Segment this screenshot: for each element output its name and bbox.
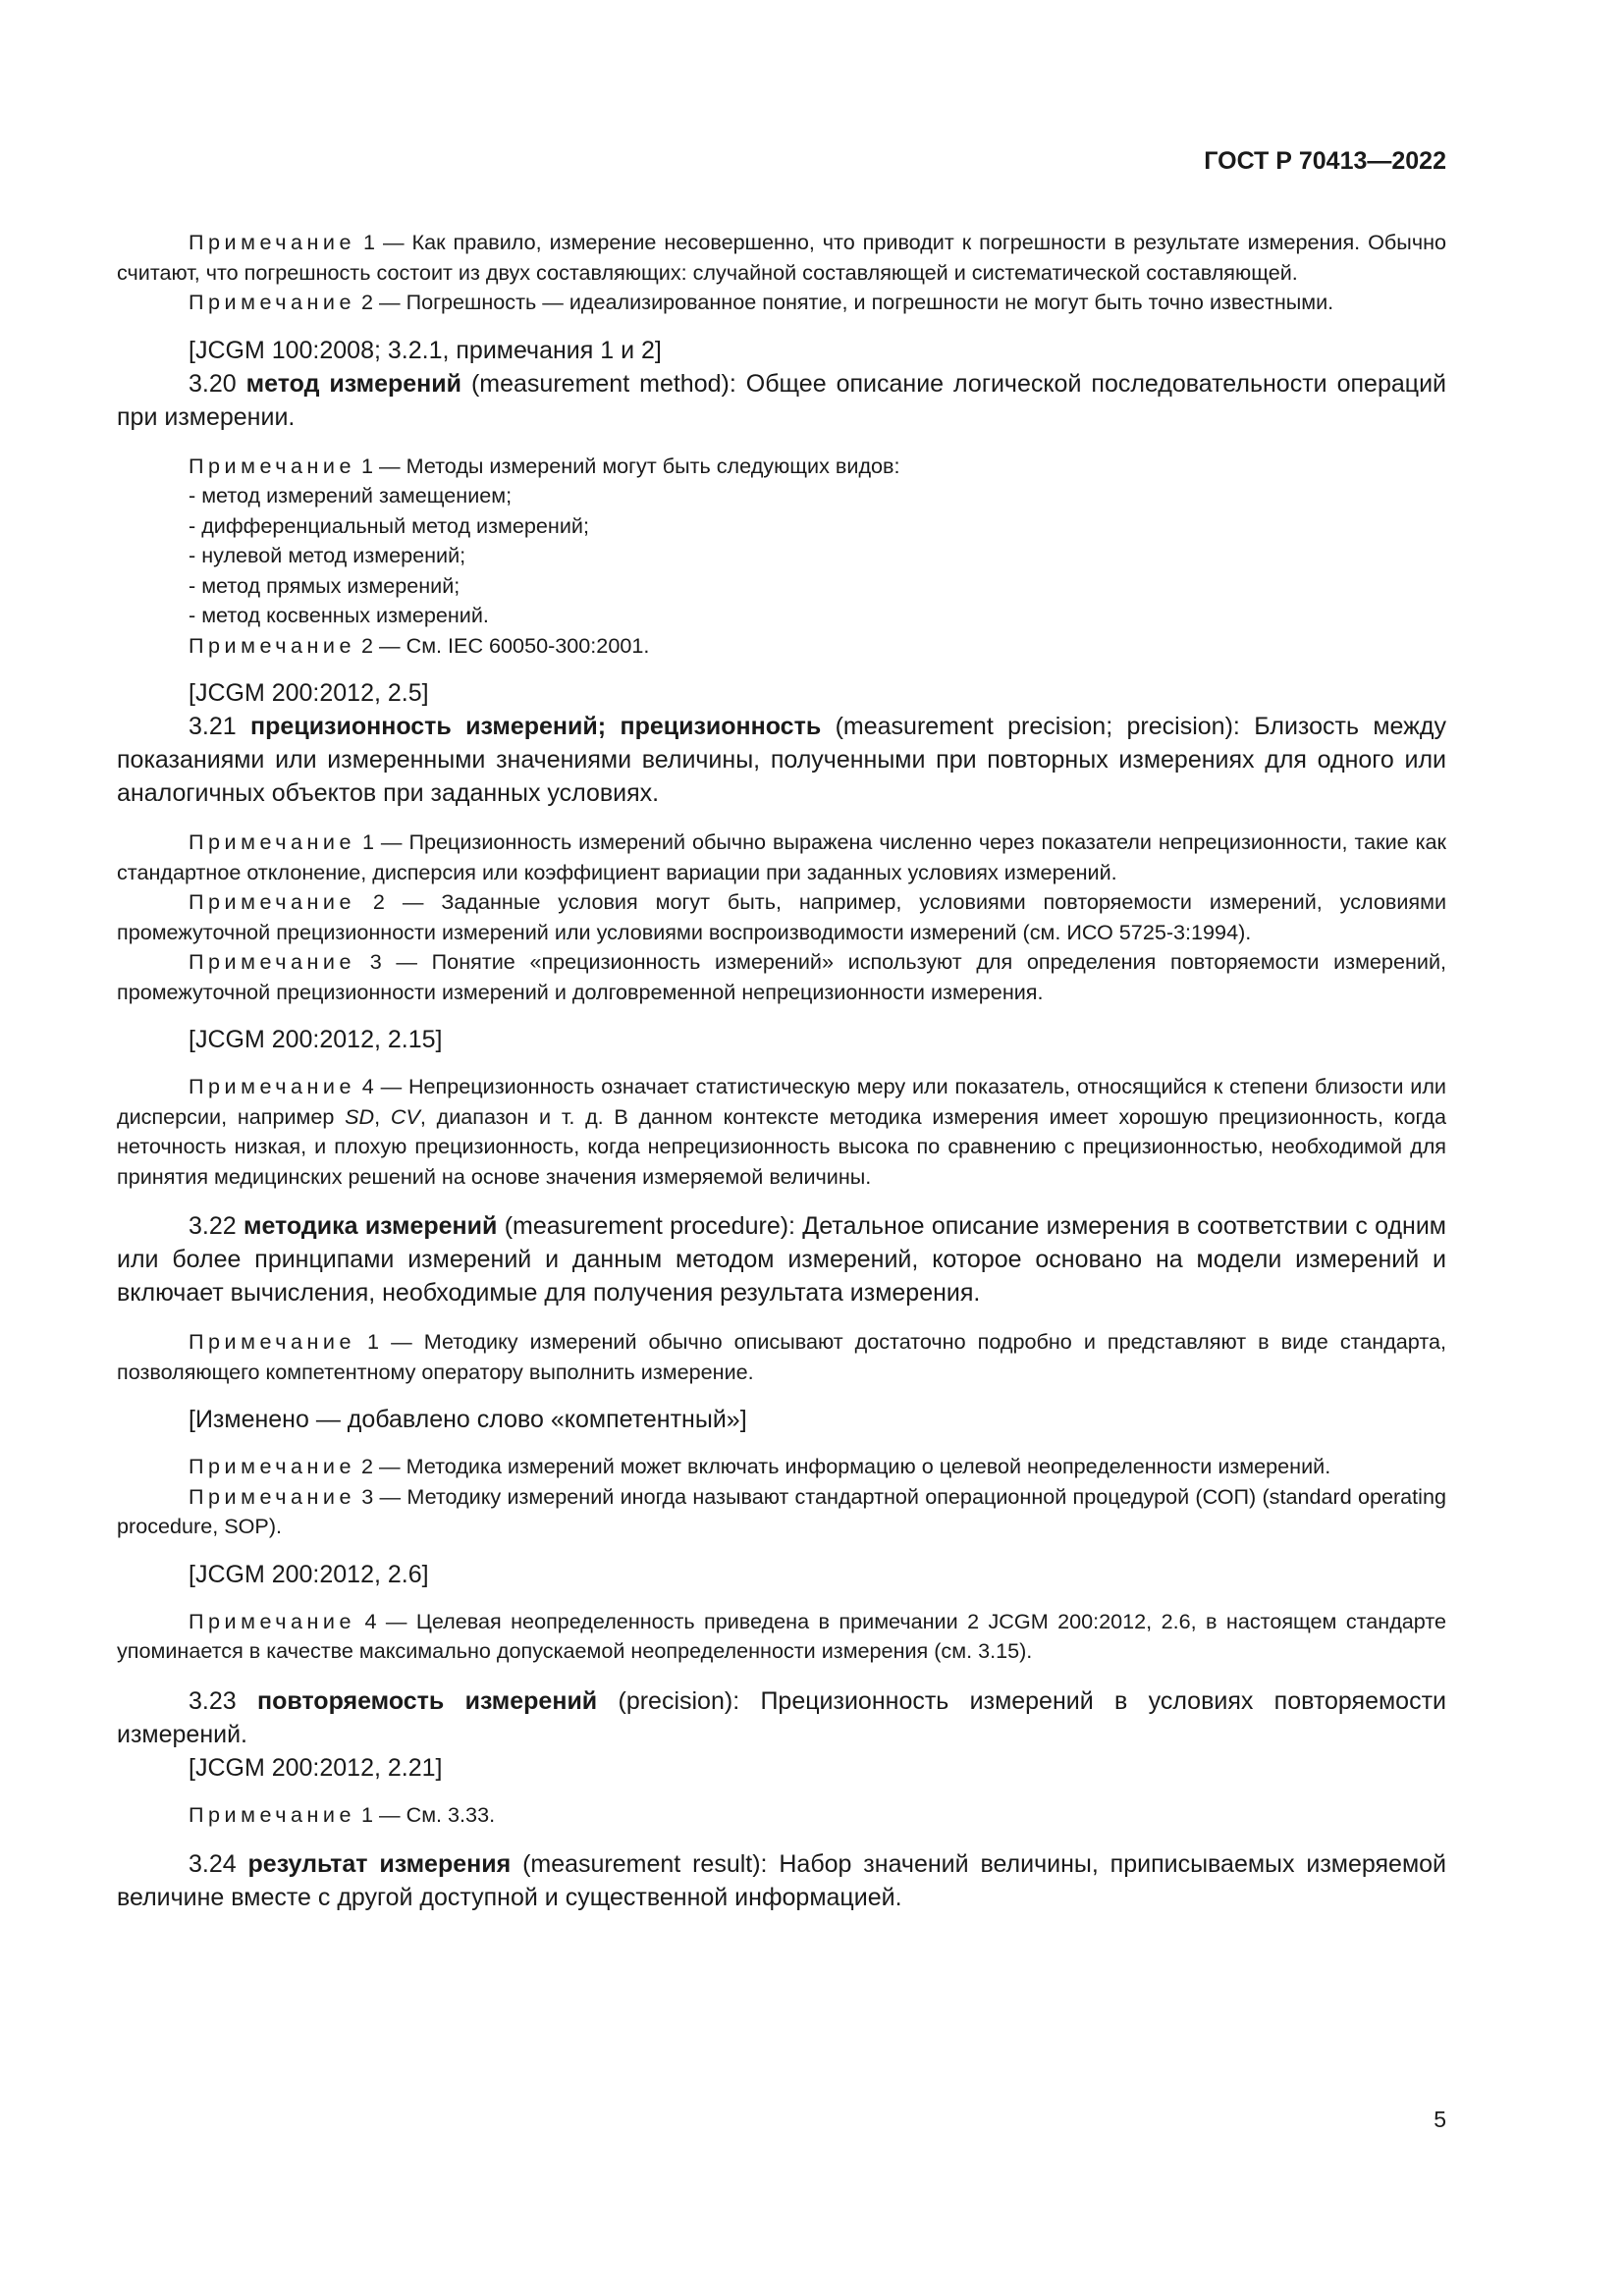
document-page	[117, 0, 1446, 2296]
source-reference: [JCGM 200:2012, 2.5]	[189, 679, 429, 707]
list-item: - метод косвенных измерений.	[189, 603, 489, 627]
source-reference: [JCGM 200:2012, 2.15]	[189, 1026, 443, 1053]
note-paragraph: Примечание 1 — См. 3.33.	[189, 1801, 496, 1827]
change-note: [Изменено — добавлено слово «компетентный»]	[189, 1406, 747, 1433]
term: результат измерения	[247, 1850, 512, 1878]
term: повторяемость измерений	[256, 1686, 598, 1715]
note-paragraph: Примечание 2 — Заданные условия могут быть, например, условиями повторяемости измерений, условиями промежуточной прецизионности измерений или условиями воспроизводимости измерений (см. ИСО 5725-3:1994).	[117, 889, 1447, 944]
note-paragraph: Примечание 4 — Целевая неопределенность приведена в примечании 2 JCGM 200:2012, 2.6, в настоящем стандарте упоминается в качестве максимально допускаемой неопределенности измерения (см. 3.15).	[117, 1608, 1447, 1663]
term-definition-3-20: 3.20 метод измерений (measurement method): Общее описание логической последовательности операций при измерении.	[117, 369, 1446, 431]
term: прецизионность измерений; прецизионность	[250, 713, 822, 740]
note-paragraph: Примечание 1 — Методику измерений обычно описывают достаточно подробно и представляют в виде стандарта, позволяющего компетентному оператору выполнить измерение.	[117, 1329, 1446, 1384]
note-paragraph: Примечание 2 — См. IEC 60050-300:2001.	[189, 632, 650, 658]
term-definition-3-22: 3.22 методика измерений (measurement procedure): Детальное описание измерения в соответствии с одним или более принципами измерений и данным методом измерений, которое основано на модели измерений и включает вычисления, необходимые для получения результата измерения.	[117, 1212, 1446, 1307]
note-paragraph: Примечание 2 — Погрешность — идеализированное понятие, и погрешности не могут быть точно известными.	[189, 290, 1334, 314]
source-reference: [JCGM 200:2012, 2.21]	[189, 1753, 443, 1782]
term-definition-3-23: 3.23 повторяемость измерений (precision): Прецизионность измерений в условиях повторяемости измерений.	[117, 1686, 1446, 1748]
term-definition-3-24: 3.24 результат измерения (measurement result): Набор значений величины, приписываемых измеряемой величине вместе с другой доступной и существенной информацией.	[117, 1850, 1447, 1911]
note-paragraph: Примечание 3 — Понятие «прецизионность измерений» используют для определения повторяемости измерений, промежуточной прецизионности измерений и долговременной непрецизионности измерения.	[117, 949, 1447, 1004]
document-number-header: ГОСТ Р 70413—2022	[1204, 147, 1446, 175]
note-paragraph: Примечание 1 — Методы измерений могут быть следующих видов:	[189, 453, 900, 478]
note-paragraph: Примечание 1 — Прецизионность измерений обычно выражена численно через показатели непрецизионности, такие как стандартное отклонение, дисперсия или коэффициент вариации при заданных условиях измерений.	[117, 829, 1446, 884]
note-paragraph: Примечание 2 — Методика измерений может включать информацию о целевой неопределенности измерений.	[189, 1454, 1331, 1478]
list-item: - нулевой метод измерений;	[189, 543, 466, 567]
source-reference: [JCGM 200:2012, 2.6]	[189, 1560, 429, 1588]
note-paragraph: Примечание 1 — Как правило, измерение несовершенно, что приводит к погрешности в результате измерения. Обычно считают, что погрешность состоит из двух составляющих: случайной составляющей и систематической составляющей.	[117, 230, 1447, 285]
list-item: - дифференциальный метод измерений;	[189, 512, 589, 538]
source-reference: [JCGM 100:2008; 3.2.1, примечания 1 и 2]	[189, 336, 662, 364]
list-item: - метод измерений замещением;	[189, 483, 513, 507]
term-definition-3-21: 3.21 прецизионность измерений; прецизионность (measurement precision; precision): Близость между показаниями или измеренными значениями величины, полученными при повторных измерениях для одного или аналогичных объектов при заданных условиях.	[117, 713, 1446, 807]
list-item: - метод прямых измерений;	[189, 572, 460, 598]
page-number: 5	[1434, 2107, 1446, 2132]
note-paragraph: Примечание 4 — Непрецизионность означает статистическую меру или показатель, относящийся к степени близости или дисперсии, например SD, CV, диапазон и т. д. В данном контексте методика измерения имеет хорошую прецизионность, когда неточность низкая, и плохую прецизионность, когда непрецизионность высока по сравнению с прецизионностью, необходимой для принятия медицинских решений на основе значения измеряемой величины.	[117, 1074, 1446, 1189]
note-paragraph: Примечание 3 — Методику измерений иногда называют стандартной операционной процедурой (СОП) (standard operating procedure, SOP).	[117, 1483, 1446, 1538]
term: метод измерений	[245, 369, 461, 398]
term: методика измерений	[243, 1212, 498, 1240]
page-content	[117, 228, 1446, 1914]
